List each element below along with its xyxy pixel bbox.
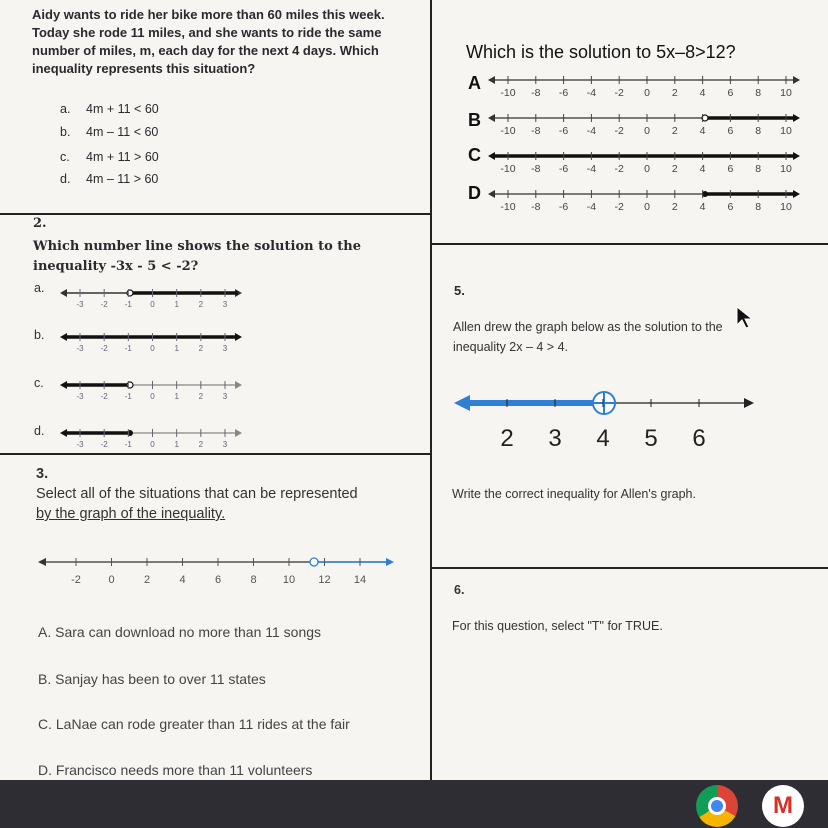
q4-line-tick-label: -10	[500, 201, 516, 213]
q1-option-d[interactable]: 4m – 11 > 60	[86, 172, 159, 186]
q2-option-c-letter: c.	[34, 376, 44, 390]
q2-line-tick-label: -2	[100, 344, 108, 353]
q2-number: 2.	[33, 216, 47, 231]
q4-line-tick-label: -6	[558, 87, 569, 99]
q2-line-tick-label: -1	[124, 344, 132, 353]
q2-line-tick-label: -3	[76, 392, 84, 401]
q2-line-tick-label: -2	[100, 392, 108, 401]
q4-line-tick-label: -2	[614, 201, 624, 213]
q1-option-a[interactable]: 4m + 11 < 60	[86, 102, 159, 116]
q4-number-line-b[interactable]	[486, 108, 806, 142]
q4-line-tick-label: 8	[755, 125, 762, 137]
q2-line-tick-label: 3	[222, 344, 228, 353]
q3-answer-d[interactable]: D. Francisco needs more than 11 volunteers	[38, 762, 313, 778]
q1-prompt: Aidy wants to ride her bike more than 60 miles this week. Today she rode 11 miles, and she wants to ride the same number of miles, m, each day for the next 4 days. Which inequality represents this situation?	[32, 7, 385, 76]
q3-prompt-line1-text: Select all of the situations that can be represented	[36, 486, 358, 502]
q2-prompt-line2: inequality -3x - 5 < -2?	[33, 259, 199, 274]
q4-number-line-d[interactable]	[486, 184, 806, 218]
chrome-icon[interactable]	[696, 785, 738, 827]
q2-line-tick-label: 0	[150, 440, 155, 449]
q1-option-b[interactable]: 4m – 11 < 60	[86, 125, 159, 139]
q4-line-tick-label: 10	[780, 163, 792, 175]
q4-line-tick-label: 10	[780, 87, 792, 99]
q2-number-line-d[interactable]	[60, 422, 246, 452]
q5-number: 5.	[454, 283, 465, 298]
q3-prompt-line2: by the graph of the inequality.	[36, 506, 226, 522]
q4-line-tick-label: 0	[644, 87, 650, 99]
q3-line-tick-label: 10	[282, 574, 296, 586]
q4-line-tick-label: 6	[727, 201, 734, 213]
gmail-icon[interactable]: M	[762, 785, 804, 827]
divider-q1-q2	[0, 213, 430, 215]
q2-line-tick-label: 2	[198, 440, 204, 449]
q4-line-tick-label: 8	[755, 163, 762, 175]
q2-prompt-line1: Which number line shows the solution to the	[33, 239, 362, 254]
q1-option-b-letter: b.	[60, 125, 71, 139]
q4-line-tick-label: 6	[727, 125, 734, 137]
q4-row-d-letter: D	[468, 183, 481, 203]
q2-line-tick-label: 0	[150, 344, 155, 353]
q2-line-tick-label: -3	[76, 440, 84, 449]
q4-line-tick-label: 0	[644, 125, 650, 137]
q3-line-tick-label: 0	[108, 574, 115, 586]
q4-line-tick-label: -10	[500, 87, 516, 99]
q6-number: 6.	[454, 583, 465, 597]
q4-line-tick-label: 2	[671, 163, 678, 175]
q4-line-tick-label: -8	[531, 87, 541, 99]
q4-line-tick-label: 2	[671, 87, 678, 99]
q3-prompt-line1	[36, 486, 358, 502]
q3-line-tick-label: 4	[179, 574, 186, 586]
q2-line-tick-label: -3	[76, 344, 84, 353]
q2-option-b-letter: b.	[34, 328, 45, 342]
q3-number-line	[36, 552, 398, 592]
q4-line-tick-label: 4	[699, 125, 706, 137]
q1-option-a-letter: a.	[60, 102, 71, 116]
q2-line-tick-label: 1	[174, 440, 179, 449]
q3-answer-a[interactable]: A. Sara can download no more than 11 songs	[38, 624, 322, 640]
q5-prompt-line2: inequality 2x – 4 > 4.	[453, 340, 569, 354]
q5-number-line	[452, 388, 762, 452]
divider-q5-q6	[432, 567, 828, 569]
q2-line-tick-label: -1	[124, 392, 132, 401]
q4-line-tick-label: -4	[586, 87, 597, 99]
q2-line-tick-label: 1	[174, 344, 179, 353]
q4-line-tick-label: 8	[755, 87, 762, 99]
q4-line-tick-label: -2	[614, 125, 624, 137]
q3-line-tick-label: 6	[214, 574, 222, 586]
q4-line-tick-label: -4	[586, 163, 597, 175]
q2-option-d-letter: d.	[34, 424, 45, 438]
q5-line-tick-label: 5	[644, 425, 658, 452]
q4-row-b-letter: B	[468, 110, 481, 130]
q2-line-tick-label: 1	[174, 300, 179, 309]
q4-line-tick-label: -6	[558, 125, 569, 137]
q2-number-line-c[interactable]	[60, 374, 246, 404]
q2-line-tick-label: 3	[222, 440, 228, 449]
q4-line-tick-label: 4	[699, 201, 706, 213]
q4-line-tick-label: -8	[531, 201, 541, 213]
q4-line-tick-label: -6	[558, 201, 569, 213]
q4-line-tick-label: 2	[671, 125, 678, 137]
q2-line-tick-label: 0	[150, 300, 155, 309]
q2-number-line-a[interactable]	[60, 282, 246, 312]
q3-line-tick-label: 2	[143, 574, 151, 586]
q3-number: 3.	[36, 466, 49, 482]
q2-line-tick-label: -2	[100, 300, 108, 309]
divider-q2-q3	[0, 453, 430, 455]
q4-line-tick-label: 10	[780, 125, 792, 137]
q2-line-tick-label: 0	[150, 392, 155, 401]
q1-option-c[interactable]: 4m + 11 > 60	[86, 150, 159, 164]
q4-line-tick-label: -6	[558, 163, 569, 175]
q6-instruction: For this question, select "T" for TRUE.	[452, 619, 663, 633]
q2-line-tick-label: -3	[76, 300, 84, 309]
q5-line-tick-label: 2	[500, 425, 514, 452]
q4-number-line-c[interactable]	[486, 146, 806, 180]
q3-answer-b[interactable]: B. Sanjay has been to over 11 states	[38, 671, 266, 687]
q5-line-tick-label: 6	[692, 425, 706, 452]
q4-line-tick-label: 0	[644, 201, 650, 213]
q4-line-tick-label: 4	[699, 163, 706, 175]
divider-q4-q5	[432, 243, 828, 245]
q2-line-tick-label: 2	[198, 344, 204, 353]
column-divider	[430, 0, 432, 780]
q3-line-tick-label: 12	[318, 574, 331, 586]
q2-option-a-letter: a.	[34, 281, 45, 295]
q4-line-tick-label: -8	[531, 163, 541, 175]
q4-line-tick-label: 6	[727, 163, 734, 175]
q3-line-tick-label: -2	[71, 574, 81, 586]
q4-title: Which is the solution to 5x–8>12?	[466, 42, 736, 62]
q1-option-c-letter: c.	[60, 150, 70, 164]
q5-line-tick-label: 3	[548, 425, 562, 452]
q4-line-tick-label: -4	[586, 201, 597, 213]
q4-line-tick-label: -10	[500, 163, 516, 175]
q2-line-tick-label: -1	[124, 300, 132, 309]
q2-line-tick-label: -2	[100, 440, 108, 449]
q4-line-tick-label: -2	[614, 163, 624, 175]
q2-line-tick-label: 3	[222, 300, 228, 309]
q5-instruction: Write the correct inequality for Allen's graph.	[452, 487, 696, 501]
q4-line-tick-label: -2	[614, 87, 624, 99]
mouse-cursor-icon	[736, 306, 754, 330]
q4-line-tick-label: -4	[586, 125, 597, 137]
q2-line-tick-label: 2	[198, 300, 204, 309]
q4-line-tick-label: 4	[699, 87, 706, 99]
q3-answer-c[interactable]: C. LaNae can rode greater than 11 rides at the fair	[38, 716, 350, 732]
q4-line-tick-label: 2	[671, 201, 678, 213]
q2-line-tick-label: 1	[174, 392, 179, 401]
q1-option-d-letter: d.	[60, 172, 71, 186]
q5-line-tick-label: 4	[596, 425, 610, 452]
q2-line-tick-label: 3	[222, 392, 228, 401]
q2-number-line-b[interactable]	[60, 326, 246, 356]
q4-line-tick-label: 8	[755, 201, 762, 213]
q2-line-tick-label: -1	[124, 440, 132, 449]
q2-line-tick-label: 2	[198, 392, 204, 401]
q3-line-tick-label: 8	[250, 574, 257, 586]
q4-line-tick-label: -10	[500, 125, 516, 137]
q4-row-c-letter: C	[468, 145, 481, 165]
q4-line-tick-label: 0	[644, 163, 650, 175]
q4-line-tick-label: -8	[531, 125, 541, 137]
q4-line-tick-label: 10	[780, 201, 792, 213]
q4-row-a-letter: A	[468, 73, 481, 93]
q5-prompt-line1: Allen drew the graph below as the solution to the	[453, 320, 723, 334]
q4-line-tick-label: 6	[727, 87, 734, 99]
q4-number-line-a[interactable]	[486, 70, 806, 104]
q3-line-tick-label: 14	[353, 574, 367, 586]
